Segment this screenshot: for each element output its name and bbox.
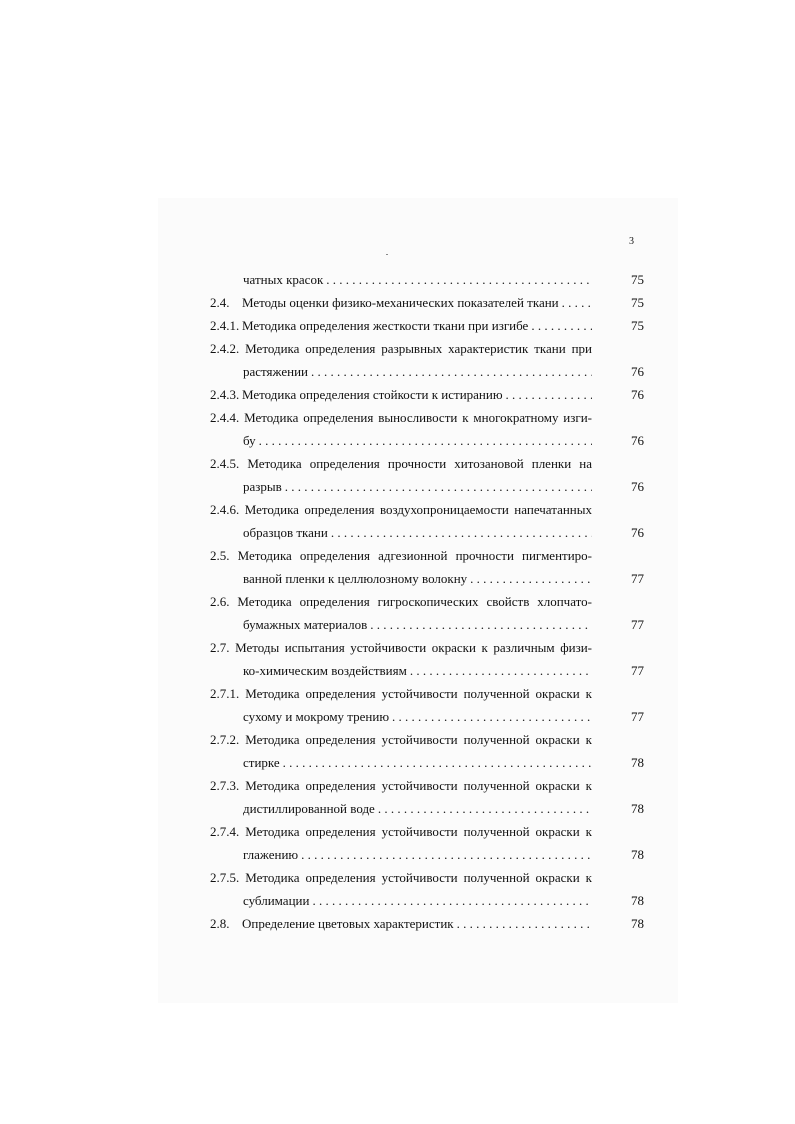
toc-page-number: 76 [631, 433, 644, 448]
toc-entry-title: Определение цветовых характеристик [242, 916, 454, 931]
toc-page-number: 78 [631, 755, 644, 770]
toc-entry-title-continued: образцов ткани [243, 525, 328, 540]
toc-entry-number: 2.6. [210, 594, 230, 609]
toc-entry-number: 2.7.3. [210, 778, 240, 793]
toc-entry-first-line [210, 774, 592, 797]
toc-entry-heading [210, 544, 644, 567]
toc-entry-title: Методика определения устойчивости полученной окраски к [245, 778, 592, 793]
dot-leader [506, 383, 592, 406]
toc-entry-continuation [210, 567, 644, 590]
dot-leader [259, 429, 592, 452]
toc-entry-first-line [210, 820, 592, 843]
dot-leader [562, 291, 592, 314]
toc-entry-number: 2.4.1. [210, 318, 240, 333]
toc-entry-heading [210, 406, 644, 429]
toc-entry-number: 2.4.4. [210, 410, 240, 425]
toc-entry-title: Методы испытания устойчивости окраски к различным физи- [235, 640, 592, 655]
toc-entry-heading [210, 728, 644, 751]
toc-entry-continuation [210, 521, 644, 544]
toc-entry-number: 2.5. [210, 548, 230, 563]
toc-page-number: 76 [631, 364, 644, 379]
toc-entry-title: Методика определения воздухопроницаемости напечатанных [244, 502, 592, 517]
toc-page-number: 77 [631, 663, 644, 678]
toc-page-number: 77 [631, 709, 644, 724]
toc-entry-title: Методика определения устойчивости полученной окраски к [245, 824, 592, 839]
dot-leader [457, 912, 592, 935]
toc-entry-title: Методика определения адгезионной прочности пигментиро- [237, 548, 593, 563]
toc-page-number: 77 [631, 617, 644, 632]
toc-page-number: 77 [631, 571, 644, 586]
toc-entry-continuation [210, 360, 644, 383]
toc-entry-title: Методика определения стойкости к истиранию [242, 387, 503, 402]
toc-entry-continuation [210, 659, 644, 682]
page-number: 3 [629, 236, 634, 247]
toc-entry-number: 2.7.2. [210, 732, 240, 747]
toc-entry-number: 2.4.2. [210, 341, 240, 356]
dot-leader [370, 613, 592, 636]
dot-leader [470, 567, 592, 590]
toc-entry-continuation [210, 797, 644, 820]
toc-entry-title: Методика определения устойчивости полученной окраски к [245, 732, 592, 747]
toc-page-number: 75 [631, 272, 644, 287]
toc-entry-title-continued: сублимации [243, 893, 310, 908]
toc-entry-first-line [210, 406, 592, 429]
toc-entry-number: 2.7.5. [210, 870, 240, 885]
toc-entry-first-line [210, 682, 592, 705]
toc-entry-heading [210, 866, 644, 889]
toc-entry-first-line [210, 498, 592, 521]
table-of-contents [210, 268, 644, 935]
dot-leader [311, 360, 592, 383]
toc-entry-first-line [210, 590, 592, 613]
toc-entry-continuation [210, 889, 644, 912]
toc-page-number: 76 [631, 387, 644, 402]
toc-entry-number: 2.7.4. [210, 824, 240, 839]
toc-entry-first-line [210, 636, 592, 659]
dot-leader [331, 521, 592, 544]
toc-page-number: 75 [631, 318, 644, 333]
toc-entry-number: 2.7. [210, 640, 230, 655]
toc-entry-title: Методика определения жесткости ткани при изгибе [242, 318, 529, 333]
toc-entry-title-continued: дистиллированной воде [243, 801, 375, 816]
toc-page-number: 76 [631, 479, 644, 494]
toc-entry-first-line [210, 728, 592, 751]
toc-entry-heading [210, 498, 644, 521]
toc-entry [210, 291, 644, 314]
toc-entry-heading [210, 820, 644, 843]
toc-entry-title-continued: ко-химическим воздействиям [243, 663, 407, 678]
toc-entry-number: 2.4.5. [210, 456, 240, 471]
toc-entry-title: Методы оценки физико-механических показателей ткани [242, 295, 559, 310]
toc-entry-number: 2.4.3. [210, 387, 240, 402]
dot-leader [531, 314, 592, 337]
dot-leader [378, 797, 592, 820]
toc-entry-first-line [210, 452, 592, 475]
dot-leader [283, 751, 592, 774]
scan-speck [386, 254, 388, 255]
toc-entry-title: Методика определения выносливости к многократному изги- [244, 410, 593, 425]
toc-entry-title: Методика определения устойчивости полученной окраски к [245, 686, 592, 701]
toc-entry-title-continued: бу [243, 433, 256, 448]
toc-entry-heading [210, 774, 644, 797]
toc-entry-continuation [210, 475, 644, 498]
toc-entry-first-line [210, 337, 592, 360]
dot-leader [326, 268, 592, 291]
toc-page-number: 78 [631, 847, 644, 862]
toc-entry-continuation [210, 429, 644, 452]
toc-entry-number: 2.7.1. [210, 686, 240, 701]
toc-page-number: 76 [631, 525, 644, 540]
toc-page-number: 78 [631, 801, 644, 816]
toc-entry [210, 383, 644, 406]
toc-entry-heading [210, 337, 644, 360]
dot-leader [285, 475, 592, 498]
toc-entry-first-line [210, 544, 592, 567]
toc-entry-title: Методика определения гигроскопических свойств хлопчато- [237, 594, 592, 609]
toc-entry-title-continued: бумажных материалов [243, 617, 368, 632]
toc-entry-first-line [210, 866, 592, 889]
toc-entry-title-continued: сухому и мокрому трению [243, 709, 390, 724]
toc-entry-title: Методика определения разрывных характеристик ткани при [245, 341, 593, 356]
toc-entry-continuation [210, 751, 644, 774]
toc-entry-title-continued: чатных красок [243, 272, 324, 287]
toc-entry-title-continued: стирке [243, 755, 280, 770]
toc-entry-continuation [210, 843, 644, 866]
dot-leader [301, 843, 592, 866]
toc-entry-title: Методика определения прочности хитозановой пленки на [247, 456, 592, 471]
toc-entry-number: 2.8. [210, 916, 230, 931]
toc-entry [210, 912, 644, 935]
toc-entry-continuation [210, 705, 644, 728]
toc-entry-number: 2.4.6. [210, 502, 240, 517]
dot-leader [312, 889, 592, 912]
toc-entry-heading [210, 636, 644, 659]
toc-page-number: 75 [631, 295, 644, 310]
toc-entry-continuation [210, 613, 644, 636]
toc-page-number: 78 [631, 893, 644, 908]
toc-entry-title-continued: ванной пленки к целлюлозному волокну [243, 571, 468, 586]
toc-entry-title: Методика определения устойчивости полученной окраски к [245, 870, 592, 885]
toc-entry-number: 2.4. [210, 295, 230, 310]
toc-entry-title-continued: глажению [243, 847, 299, 862]
toc-entry [210, 314, 644, 337]
dot-leader [392, 705, 592, 728]
toc-entry-heading [210, 590, 644, 613]
toc-entry-title-continued: растяжении [243, 364, 308, 379]
toc-entry-heading [210, 682, 644, 705]
dot-leader [410, 659, 592, 682]
toc-entry-title-continued: разрыв [243, 479, 282, 494]
toc-page-number: 78 [631, 916, 644, 931]
toc-entry [210, 268, 644, 291]
toc-entry-heading [210, 452, 644, 475]
